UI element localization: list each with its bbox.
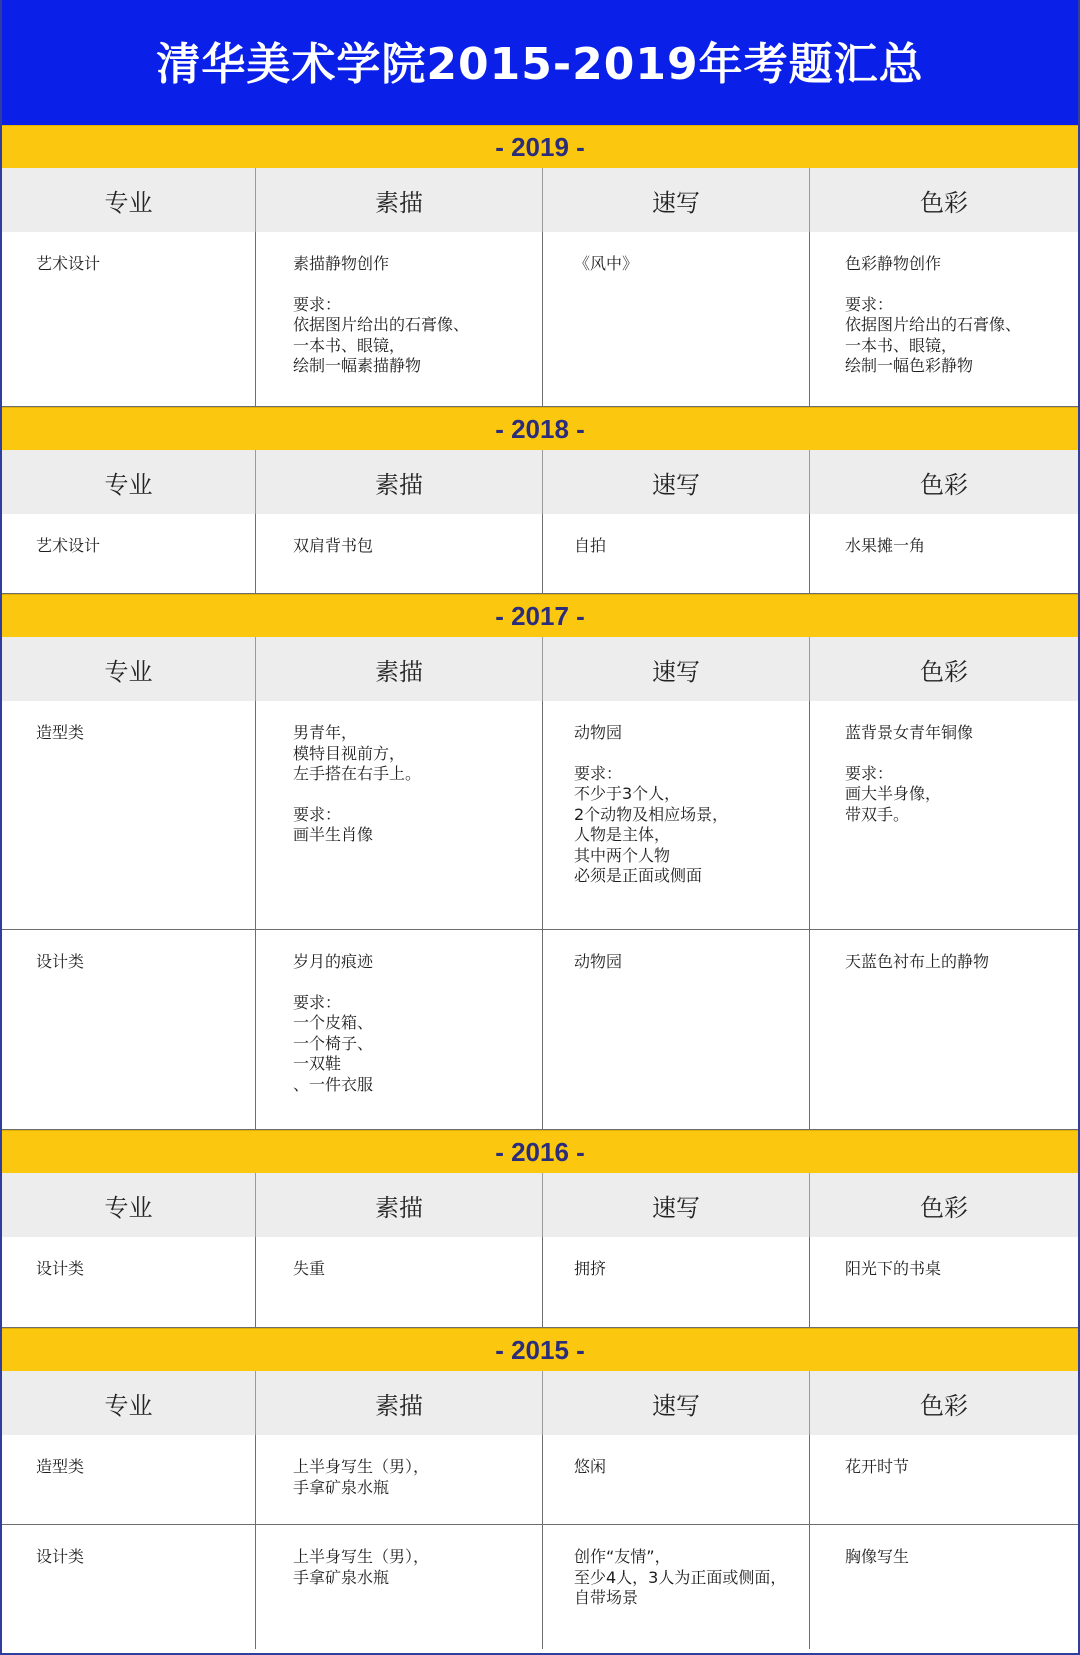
cell-color (810, 930, 1078, 1129)
cell-sketch (256, 514, 543, 593)
column-header-sketch: 素描 (256, 1371, 543, 1435)
cell-line: 其中两个人物 (574, 845, 671, 865)
cell-line (293, 973, 542, 993)
cell-line: 绘制一幅素描静物 (293, 356, 422, 375)
cell-line: 蓝背景女青年铜像 (845, 723, 974, 742)
cell-line: 要求： (293, 294, 342, 314)
column-header-color: 色彩 (920, 657, 968, 686)
cell-line: 自拍 (574, 536, 607, 555)
cell-color (810, 701, 1078, 929)
cell-line: 画大半身像， (845, 784, 942, 803)
year-label: - 2017 - (495, 600, 585, 631)
cell-line: 水果摊一角 (845, 536, 926, 555)
cell-color (810, 232, 1078, 406)
column-header-row (2, 637, 1078, 701)
cell-line (845, 744, 1078, 764)
year-label: - 2016 - (495, 1136, 585, 1167)
cell-color (810, 1435, 1078, 1524)
cell-line: 模特目视前方， (293, 743, 406, 763)
year-label: - 2019 - (495, 131, 585, 162)
cell-line: 岁月的痕迹 (293, 952, 374, 971)
column-header-color: 色彩 (920, 470, 968, 499)
cell-major (2, 514, 256, 593)
cell-sketch (256, 1435, 543, 1524)
cell-sketch (256, 930, 543, 1129)
cell-line: 造型类 (36, 723, 85, 742)
cell-line: 要求： (845, 763, 894, 783)
cell-line: 设计类 (36, 1259, 85, 1278)
cell-color (810, 1237, 1078, 1327)
column-header-color: 色彩 (920, 1391, 968, 1420)
cell-sketch (256, 232, 543, 406)
cell-line: 素描静物创作 (293, 254, 390, 273)
cell-line: 创作“友情”， (574, 1547, 671, 1566)
cell-line: 依据图片给出的石膏像、 (845, 315, 1022, 334)
cell-color (810, 514, 1078, 593)
cell-line: 自带场景 (574, 1588, 639, 1607)
column-header-row (2, 168, 1078, 232)
cell-line: 天蓝色衬布上的静物 (845, 952, 990, 971)
column-header-quick-sketch: 速写 (543, 1371, 810, 1435)
cell-color (810, 1525, 1078, 1649)
cell-quick-sketch (543, 1525, 810, 1649)
cell-line: 2个动物及相应场景， (574, 804, 729, 824)
column-header-major: 专业 (2, 1173, 256, 1237)
cell-line: 动物园 (574, 952, 623, 971)
column-header-row (2, 1371, 1078, 1435)
cell-sketch (256, 701, 543, 929)
cell-quick-sketch (543, 930, 810, 1129)
cell-line: 带双手。 (845, 804, 910, 824)
cell-line: 拥挤 (574, 1259, 607, 1278)
cell-line: 人物是主体， (574, 825, 671, 844)
year-banner (2, 1328, 1078, 1371)
year-banner (2, 1130, 1078, 1173)
cell-line: 一本书、眼镜， (293, 335, 406, 355)
table-row (2, 514, 1078, 594)
column-header-quick-sketch: 速写 (543, 1173, 810, 1237)
table-row (2, 1435, 1078, 1525)
cell-line: 双肩背书包 (293, 536, 374, 555)
year-banner (2, 594, 1078, 637)
year-label: - 2018 - (495, 413, 585, 444)
cell-line: 画半生肖像 (293, 825, 374, 844)
cell-line: 胸像写生 (845, 1547, 910, 1566)
cell-quick-sketch (543, 1237, 810, 1327)
cell-line: 阳光下的书桌 (845, 1259, 942, 1278)
cell-quick-sketch (543, 1435, 810, 1524)
cell-line: 动物园 (574, 723, 623, 742)
cell-quick-sketch (543, 514, 810, 593)
column-header-row (2, 1173, 1078, 1237)
cell-major (2, 1525, 256, 1649)
cell-line: 色彩静物创作 (845, 254, 942, 273)
cell-line: 手拿矿泉水瓶 (293, 1477, 390, 1497)
cell-line: 设计类 (36, 952, 85, 971)
cell-line: 一双鞋 (293, 1054, 342, 1073)
column-header-color: 色彩 (920, 188, 968, 217)
cell-line: 造型类 (36, 1457, 85, 1476)
cell-line: 悠闲 (574, 1457, 607, 1476)
cell-line: 要求： (574, 763, 623, 783)
page-title: 清华美术学院2015-2019年考题汇总 (156, 38, 924, 90)
cell-line: 艺术设计 (36, 536, 101, 555)
column-header-sketch: 素描 (256, 168, 543, 232)
table-row (2, 701, 1078, 930)
cell-line (293, 275, 542, 295)
cell-line: 要求： (293, 992, 342, 1012)
year-banner (2, 407, 1078, 450)
year-label: - 2015 - (495, 1334, 585, 1365)
table-row (2, 1237, 1078, 1328)
column-header-sketch: 素描 (256, 450, 543, 514)
cell-major (2, 930, 256, 1129)
cell-line: 左手搭在右手上。 (293, 764, 422, 783)
column-header-quick-sketch: 速写 (543, 168, 810, 232)
cell-major (2, 701, 256, 929)
cell-line: 依据图片给出的石膏像、 (293, 315, 470, 334)
column-header-color: 色彩 (920, 1193, 968, 1222)
cell-line: 要求： (845, 294, 894, 314)
cell-line: 要求： (293, 804, 342, 824)
title-banner (2, 0, 1078, 125)
cell-major (2, 1435, 256, 1524)
cell-line (293, 785, 542, 805)
cell-line: 花开时节 (845, 1457, 910, 1476)
cell-line: 、一件衣服 (293, 1074, 374, 1094)
cell-quick-sketch (543, 232, 810, 406)
table-row (2, 232, 1078, 407)
cell-line: 一个椅子、 (293, 1033, 374, 1053)
cell-quick-sketch (543, 701, 810, 929)
cell-line: 艺术设计 (36, 254, 101, 273)
cell-sketch (256, 1237, 543, 1327)
exam-table (2, 125, 1078, 1649)
cell-line: 失重 (293, 1259, 326, 1278)
column-header-quick-sketch: 速写 (543, 450, 810, 514)
cell-line: 男青年， (293, 723, 358, 742)
cell-line: 一个皮箱、 (293, 1013, 374, 1032)
column-header-sketch: 素描 (256, 637, 543, 701)
cell-line: 不少于3个人， (574, 784, 681, 803)
cell-major (2, 232, 256, 406)
column-header-quick-sketch: 速写 (543, 637, 810, 701)
table-row (2, 1525, 1078, 1649)
cell-line: 至少4人，3人为正面或侧面， (574, 1567, 787, 1587)
cell-major (2, 1237, 256, 1327)
year-banner (2, 125, 1078, 168)
cell-line: 上半身写生（男）， (293, 1457, 430, 1476)
column-header-major: 专业 (2, 1371, 256, 1435)
cell-line (845, 275, 1078, 295)
cell-sketch (256, 1525, 543, 1649)
cell-line: 绘制一幅色彩静物 (845, 356, 974, 375)
cell-line: 必须是正面或侧面 (574, 866, 703, 885)
table-row (2, 930, 1078, 1130)
column-header-major: 专业 (2, 637, 256, 701)
cell-line: 上半身写生（男）， (293, 1547, 430, 1566)
column-header-sketch: 素描 (256, 1173, 543, 1237)
cell-line: 手拿矿泉水瓶 (293, 1567, 390, 1587)
cell-line: 《风中》 (574, 254, 639, 273)
column-header-row (2, 450, 1078, 514)
cell-line: 一本书、眼镜， (845, 335, 958, 355)
column-header-major: 专业 (2, 450, 256, 514)
column-header-major: 专业 (2, 168, 256, 232)
cell-line: 设计类 (36, 1547, 85, 1566)
cell-line (574, 744, 809, 764)
